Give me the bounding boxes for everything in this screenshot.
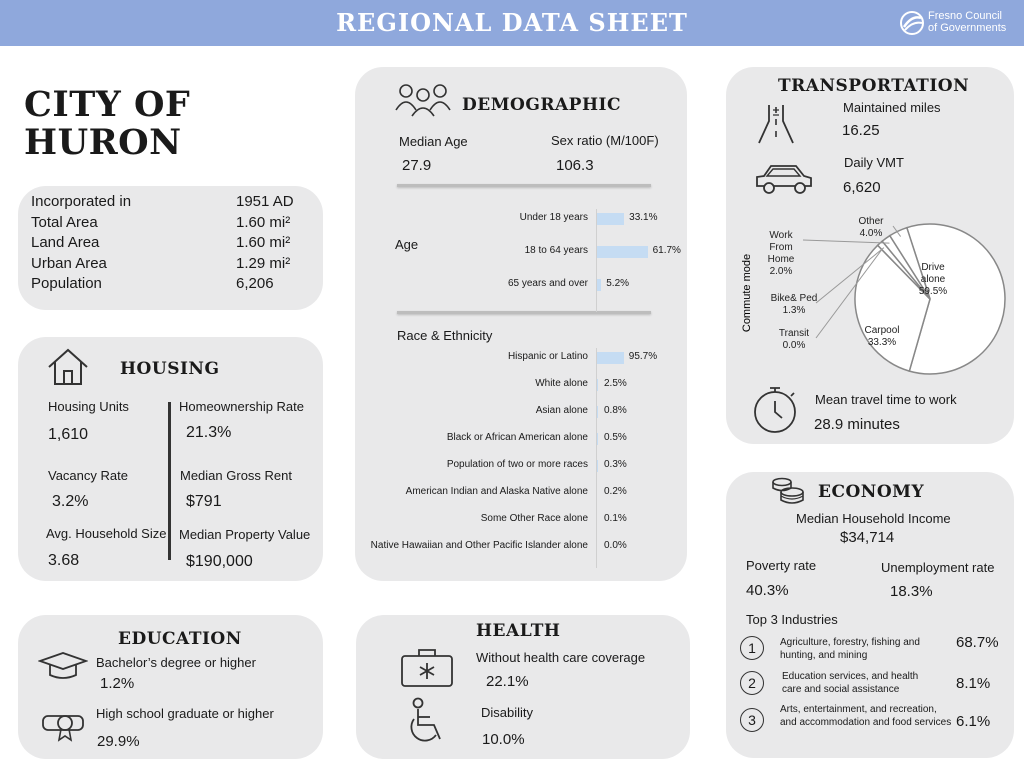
bar-category-label: 65 years and over bbox=[507, 278, 588, 289]
pie-label: Carpool bbox=[864, 325, 900, 336]
housing-units-label: Housing Units bbox=[48, 399, 129, 414]
industries-label: Top 3 Industries bbox=[746, 612, 838, 627]
bar-value-label: 5.2% bbox=[606, 278, 630, 289]
household-size-value: 3.68 bbox=[48, 552, 80, 569]
fresno-cog-logo-icon bbox=[898, 9, 926, 37]
stopwatch-icon bbox=[750, 384, 800, 436]
housing-units-value: 1,610 bbox=[48, 426, 89, 443]
median-age-label: Median Age bbox=[399, 134, 468, 149]
housing-divider bbox=[168, 402, 171, 560]
coverage-label: Without health care coverage bbox=[476, 650, 646, 665]
bar bbox=[597, 352, 624, 364]
poverty-label: Poverty rate bbox=[746, 558, 817, 573]
pie-label: Drive bbox=[921, 262, 945, 273]
bar-category-label: Population of two or more races bbox=[446, 459, 588, 470]
fact-value: 1.60 mi² bbox=[236, 234, 291, 251]
first-aid-kit-icon bbox=[400, 646, 454, 688]
bar-value-label: 61.7% bbox=[652, 245, 681, 256]
pie-label: 1.3% bbox=[782, 305, 806, 316]
city-title: CITY OF HURON bbox=[24, 84, 191, 163]
diploma-icon bbox=[40, 708, 90, 742]
industry-2-value: 8.1% bbox=[956, 675, 991, 692]
maintained-miles-label: Maintained miles bbox=[843, 100, 941, 115]
unemployment-label: Unemployment rate bbox=[881, 560, 995, 575]
pie-label: Other bbox=[858, 216, 884, 227]
homeownership-label: Homeownership Rate bbox=[179, 399, 305, 414]
bar-value-label: 2.5% bbox=[604, 378, 627, 389]
coins-icon bbox=[770, 476, 808, 506]
car-icon bbox=[754, 162, 814, 196]
bar-value-label: 0.2% bbox=[604, 486, 627, 497]
pie-label: Home bbox=[767, 254, 795, 265]
industry-1-value: 68.7% bbox=[956, 634, 999, 651]
fact-label: Incorporated in bbox=[31, 193, 132, 210]
fact-label: Land Area bbox=[31, 234, 100, 251]
industry-3-value: 6.1% bbox=[956, 713, 991, 730]
house-icon bbox=[46, 347, 90, 387]
fact-value: 6,206 bbox=[236, 275, 274, 292]
bar-value-label: 0.8% bbox=[604, 405, 627, 416]
fact-label: Urban Area bbox=[31, 254, 107, 272]
sex-ratio-label: Sex ratio (M/100F) bbox=[551, 133, 659, 148]
daily-vmt-value: 6,620 bbox=[843, 179, 881, 196]
bar-category-label: Under 18 years bbox=[519, 212, 588, 223]
pie-label: alone bbox=[920, 274, 946, 285]
coverage-value: 22.1% bbox=[486, 673, 529, 690]
bar bbox=[597, 379, 598, 391]
bar-value-label: 0.1% bbox=[604, 513, 627, 524]
commute-mode-pie-chart bbox=[726, 208, 1014, 378]
household-size-label: Avg. Household Size bbox=[46, 526, 167, 541]
pie-label: 33.3% bbox=[867, 337, 897, 348]
bar-value-label: 0.3% bbox=[604, 459, 627, 470]
fact-value: 1.60 mi² bbox=[236, 213, 291, 231]
pie-label: 4.0% bbox=[859, 228, 883, 239]
bar-category-label: White alone bbox=[535, 378, 588, 389]
property-value-label: Median Property Value bbox=[179, 527, 311, 542]
industry-1-name: Agriculture, forestry, fishing and hunting, and mining bbox=[780, 637, 920, 661]
maintained-miles-value: 16.25 bbox=[842, 122, 880, 139]
transportation-title: TRANSPORTATION bbox=[778, 76, 970, 96]
fact-label: Population bbox=[31, 275, 102, 292]
bachelor-label: Bachelor’s degree or higher bbox=[96, 655, 256, 670]
road-icon bbox=[756, 103, 796, 145]
pie-label: From bbox=[769, 242, 793, 253]
economy-title: ECONOMY bbox=[818, 482, 925, 502]
unemployment-value: 18.3% bbox=[890, 583, 933, 600]
pie-axis-title: Commute mode bbox=[741, 253, 753, 333]
industry-2-name: Education services, and health care and social assistance bbox=[782, 671, 919, 695]
industry-2-rank: 2 bbox=[740, 671, 764, 695]
pie-label: Transit bbox=[778, 328, 810, 339]
bar-category-label: American Indian and Alaska Native alone bbox=[405, 486, 588, 497]
high-school-value: 29.9% bbox=[97, 733, 140, 750]
industry-1-rank: 1 bbox=[740, 636, 764, 660]
disability-label: Disability bbox=[481, 705, 534, 720]
vacancy-rate-label: Vacancy Rate bbox=[48, 468, 128, 483]
wheelchair-icon bbox=[406, 697, 452, 747]
bar-value-label: 95.7% bbox=[628, 351, 658, 362]
people-icon bbox=[394, 82, 452, 118]
demographic-divider-2 bbox=[397, 311, 651, 314]
bar-value-label: 0.0% bbox=[604, 540, 627, 551]
pie-label: 0.0% bbox=[782, 340, 806, 351]
health-title: HEALTH bbox=[476, 621, 561, 641]
travel-time-value: 28.9 minutes bbox=[814, 416, 900, 433]
logo-text: Fresno Council of Governments bbox=[928, 10, 1007, 34]
pie-label: 2.0% bbox=[769, 266, 793, 277]
bar-category-label: Asian alone bbox=[535, 405, 588, 416]
bar bbox=[597, 279, 601, 291]
daily-vmt-label: Daily VMT bbox=[844, 155, 904, 170]
property-value-value: $190,000 bbox=[186, 553, 253, 570]
bar-value-label: 33.1% bbox=[629, 212, 658, 223]
pie-label: Bike& Ped bbox=[770, 293, 818, 304]
income-value: $34,714 bbox=[840, 529, 895, 546]
fact-value: 1951 AD bbox=[236, 193, 294, 210]
bar-category-label: Native Hawaiian and Other Pacific Islander alone bbox=[370, 540, 588, 551]
demographic-divider-1 bbox=[397, 184, 651, 187]
gross-rent-value: $791 bbox=[186, 493, 222, 510]
pie-label: 59.5% bbox=[918, 286, 948, 297]
sex-ratio-value: 106.3 bbox=[556, 157, 594, 174]
fact-value: 1.29 mi² bbox=[236, 254, 291, 272]
bachelor-value: 1.2% bbox=[100, 675, 135, 692]
graduation-cap-icon bbox=[38, 651, 88, 681]
bar-category-label: Black or African American alone bbox=[446, 432, 588, 443]
bar-category-label: 18 to 64 years bbox=[524, 245, 588, 256]
race-chart-label: Race & Ethnicity bbox=[397, 328, 493, 343]
bar bbox=[597, 246, 648, 258]
travel-time-label: Mean travel time to work bbox=[815, 392, 957, 407]
homeownership-value: 21.3% bbox=[186, 424, 232, 441]
disability-value: 10.0% bbox=[482, 731, 525, 748]
bar-category-label: Some Other Race alone bbox=[480, 513, 588, 524]
gross-rent-label: Median Gross Rent bbox=[180, 468, 292, 483]
bar bbox=[597, 213, 624, 225]
pie-label: Work bbox=[769, 230, 793, 241]
income-label: Median Household Income bbox=[796, 511, 951, 526]
high-school-label: High school graduate or higher bbox=[96, 706, 274, 721]
page-title: REGIONAL DATA SHEET bbox=[336, 8, 688, 37]
industry-3-name: Arts, entertainment, and recreation, and accommodation and food services bbox=[780, 704, 952, 728]
industry-3-rank: 3 bbox=[740, 708, 764, 732]
demographic-title: DEMOGRAPHIC bbox=[462, 95, 621, 115]
fact-label: Total Area bbox=[31, 213, 98, 231]
vacancy-rate-value: 3.2% bbox=[52, 493, 89, 510]
education-title: EDUCATION bbox=[118, 629, 242, 649]
poverty-value: 40.3% bbox=[746, 582, 789, 599]
bar-category-label: Hispanic or Latino bbox=[507, 351, 588, 362]
housing-title: HOUSING bbox=[120, 359, 220, 379]
pie-leader-line bbox=[803, 240, 889, 243]
age-chart-label: Age bbox=[395, 237, 419, 252]
bar-value-label: 0.5% bbox=[604, 432, 627, 443]
median-age-value: 27.9 bbox=[402, 157, 432, 174]
